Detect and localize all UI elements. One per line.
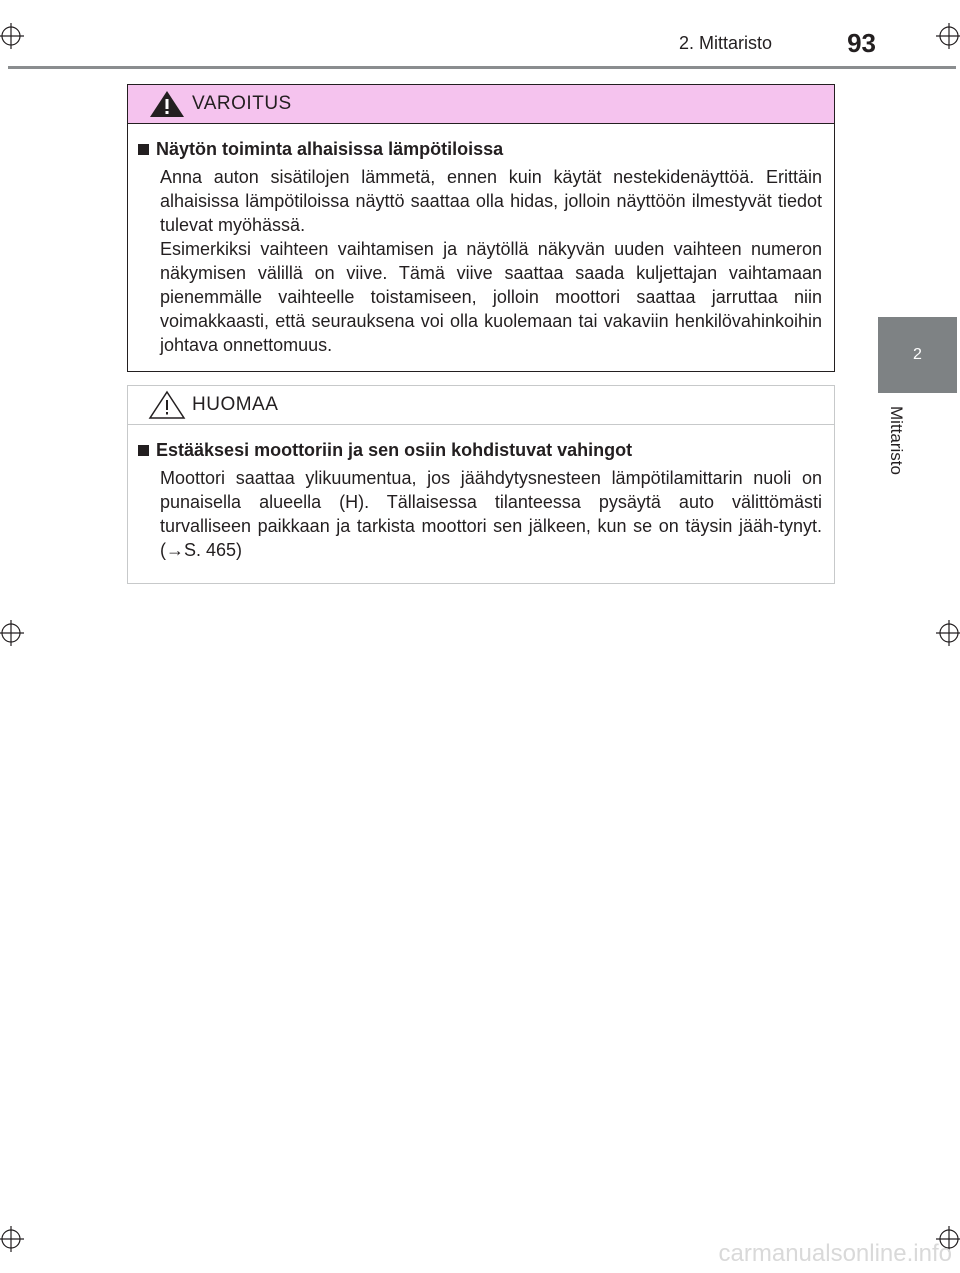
- registration-mark-icon: [0, 1226, 24, 1252]
- caution-triangle-outline-icon: [148, 390, 186, 420]
- warning-box-header: [128, 85, 834, 124]
- notice-item-title-text: Estääksesi moottoriin ja sen osiin kohdistuvat vahingot: [156, 440, 633, 460]
- warning-item-title-text: Näytön toiminta alhaisissa lämpötiloissa: [156, 139, 504, 159]
- square-bullet-icon: [138, 445, 149, 456]
- warning-triangle-icon: [148, 89, 186, 119]
- registration-mark-icon: [936, 620, 960, 646]
- notice-box: [127, 385, 835, 584]
- registration-mark-icon: [0, 620, 24, 646]
- header-divider: [8, 66, 956, 69]
- notice-box-header: [128, 386, 834, 425]
- warning-paragraph: Esimerkiksi vaihteen vaihtamisen ja näytöllä näkyvän uuden vaihteen numeron näkymisen välillä on viive. Tämä viive saattaa saada kuljettajan vaihtamaan pienemmälle vaihteelle toistamiseen, jolloin moottori saattaa jarruttaa niin voimakkaasti, että seurauksena voi olla kuolemaan tai vakaviin henkilövahinkoihin johtava onnettomuus.: [160, 239, 822, 355]
- registration-mark-icon: [0, 23, 24, 49]
- footer-watermark: carmanualsonline.info: [718, 1240, 952, 1267]
- square-bullet-icon: [138, 144, 149, 155]
- warning-heading: VAROITUS: [192, 93, 292, 114]
- section-title: 2. Mittaristo: [678, 33, 772, 53]
- chapter-label: Mittaristo: [887, 406, 906, 475]
- warning-box: [127, 84, 835, 372]
- chapter-number: 2: [913, 346, 922, 363]
- warning-paragraph: Anna auton sisätilojen lämmetä, ennen kuin käytät nestekidenäyttöä. Erittäin alhaisissa lämpötiloissa näyttö saattaa olla hidas, jolloin näyttöön ilmestyvät tiedot tulevat myöhässä.: [160, 167, 822, 235]
- chapter-tab: [878, 317, 957, 393]
- notice-item-title: [138, 440, 822, 461]
- warning-box-body: [128, 124, 834, 357]
- notice-paragraph: Moottori saattaa ylikuumentua, jos jäähdytysnesteen lämpötilamittarin nuoli on punaisella alueella (H). Tällaisessa tilanteessa pysäytä auto välittömästi turvalliseen paikkaan ja tarkista moottori sen jälkeen, kun se on täysin jääh-tynyt. (→S. 465): [160, 468, 822, 560]
- notice-box-body: [128, 425, 834, 562]
- registration-mark-icon: [936, 23, 960, 49]
- warning-item-title: [138, 139, 822, 160]
- notice-heading: HUOMAA: [192, 394, 279, 415]
- page-number: 93: [847, 28, 876, 58]
